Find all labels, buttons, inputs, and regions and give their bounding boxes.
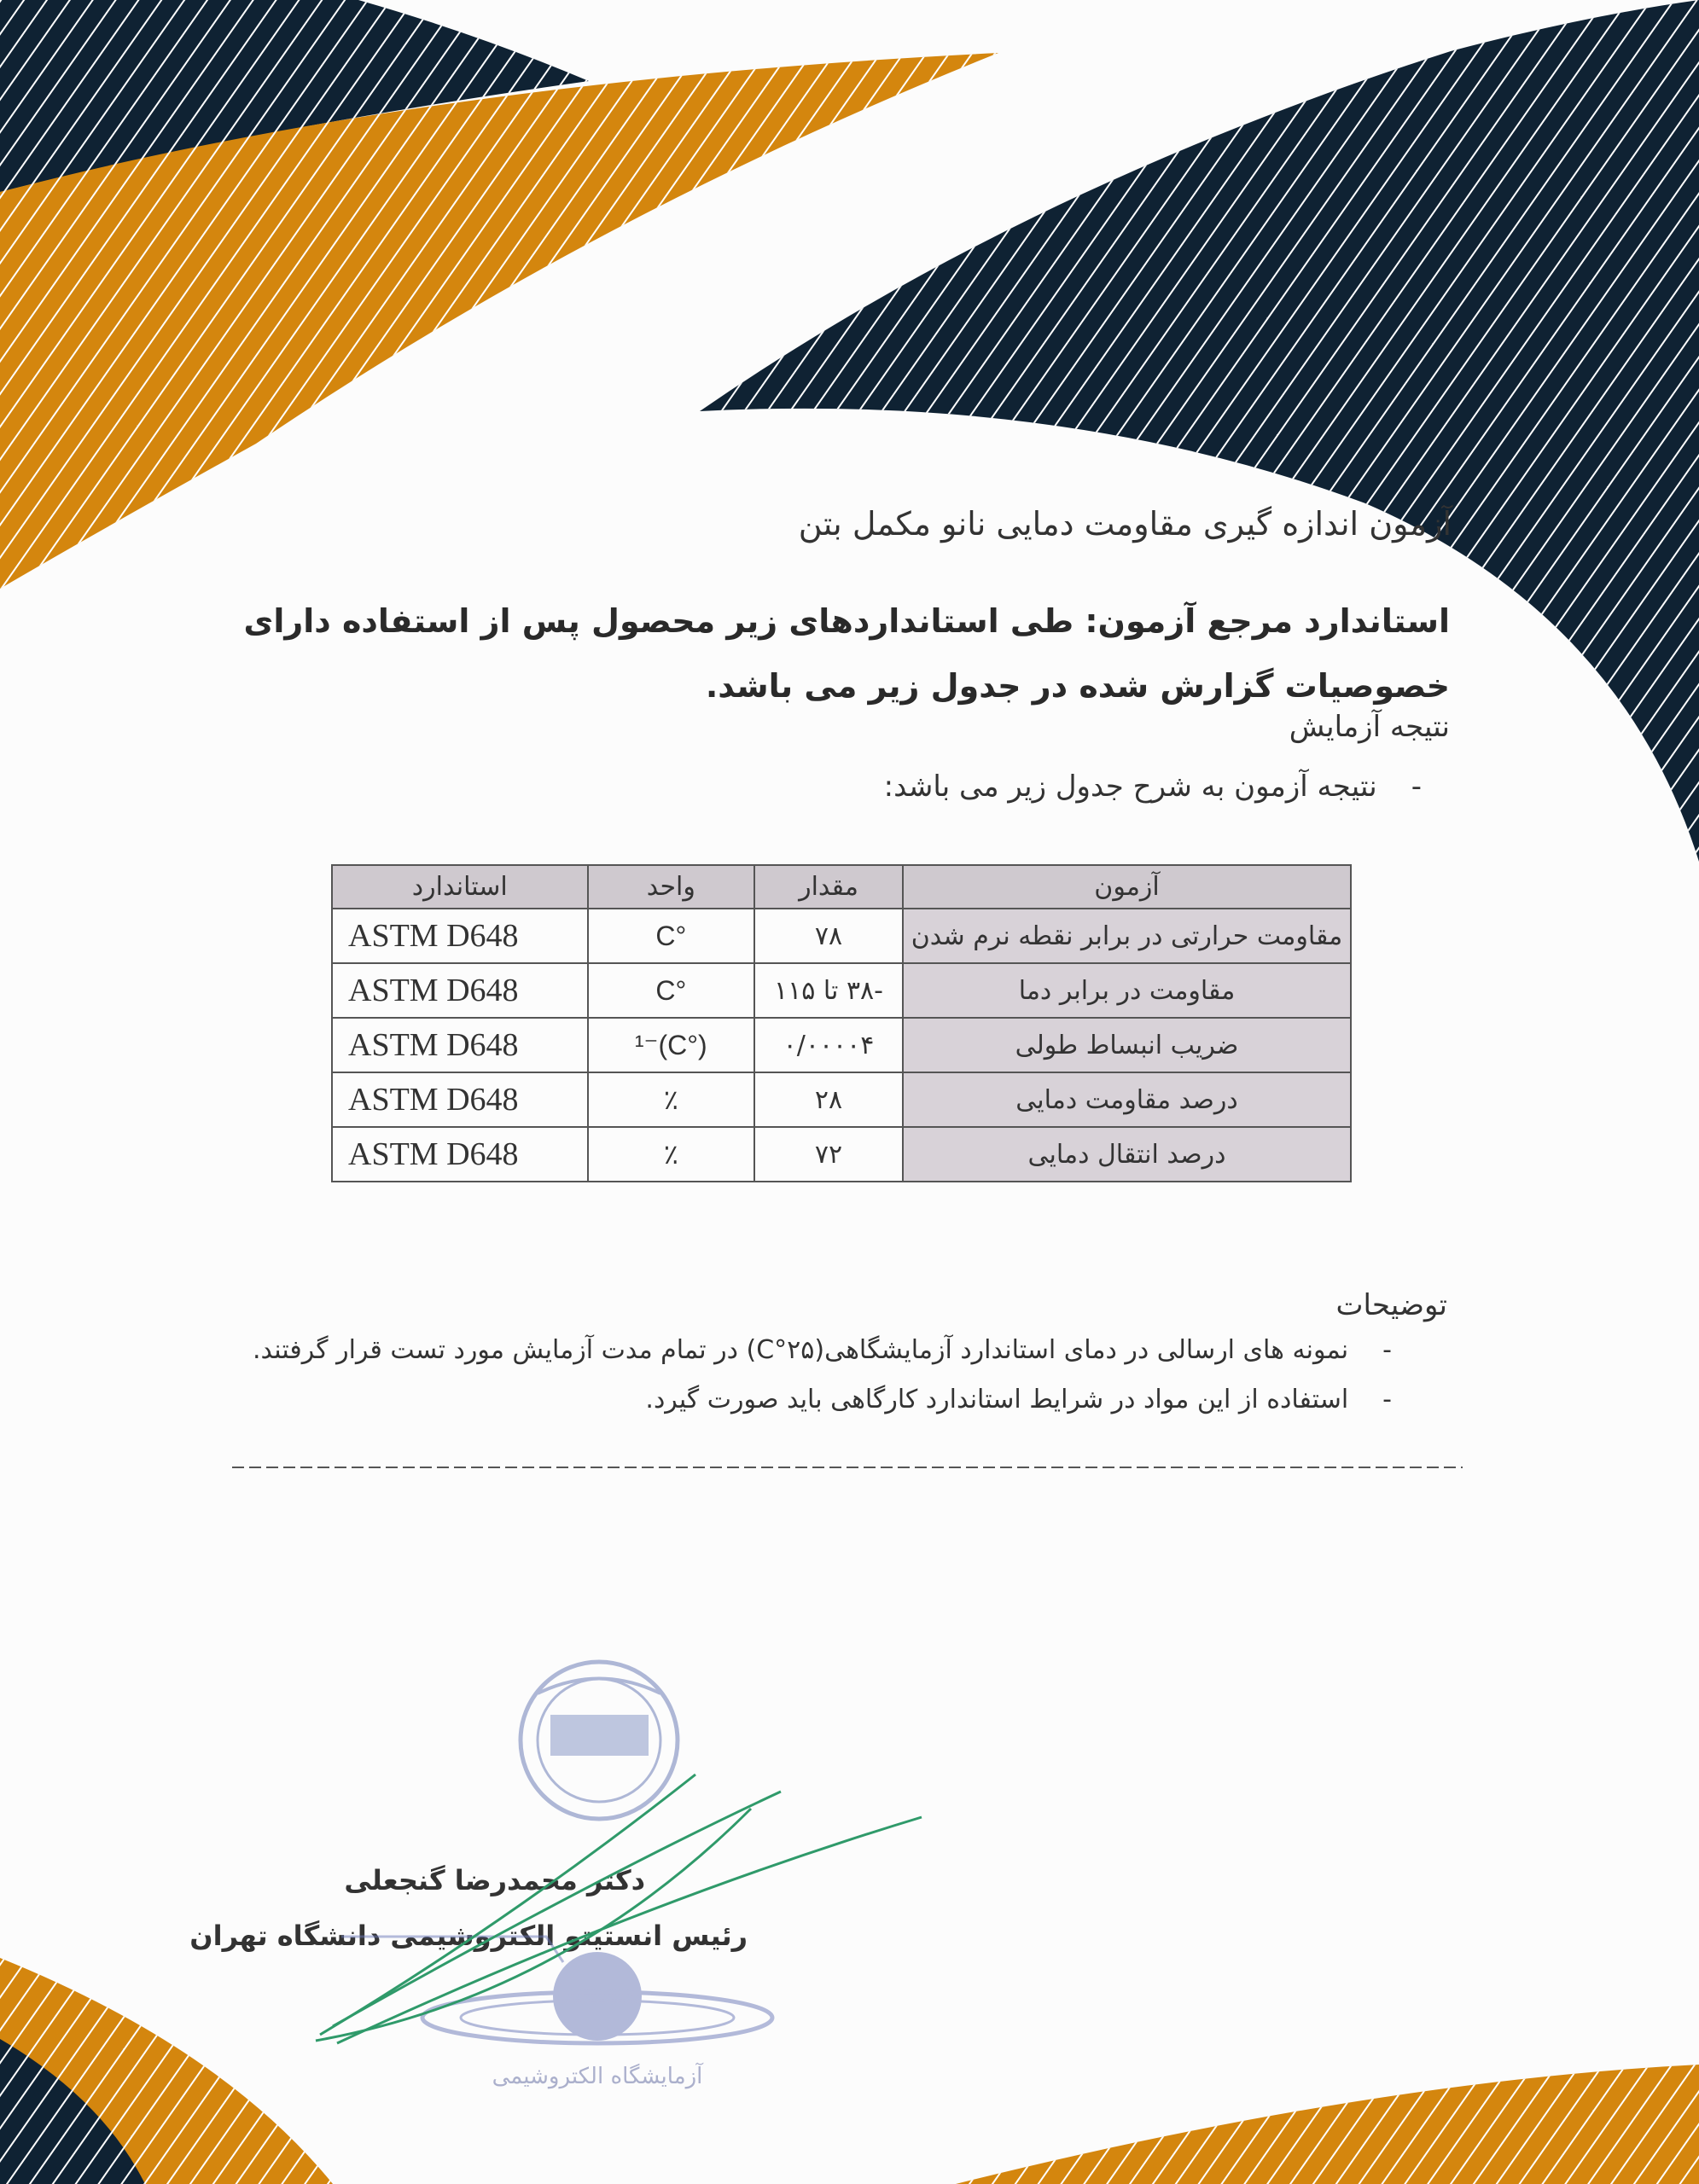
table-row <box>332 963 1351 1018</box>
cell-value: ۷۲ <box>754 1127 903 1182</box>
result-heading: نتیجه آزمایش <box>1289 710 1450 744</box>
table-row <box>332 1072 1351 1127</box>
cell-standard: ASTM D648 <box>332 1127 588 1182</box>
intro-paragraph: استاندارد مرجع آزمون: طی استانداردهای زیر محصول پس از استفاده دارای خصوصیات گزارش شده در جدول زیر می باشد. <box>243 602 1450 705</box>
table-row <box>332 909 1351 963</box>
stamp-text: آزمایشگاه الکتروشیمی <box>492 2064 703 2089</box>
notes-heading: توضیحات <box>1335 1288 1447 1322</box>
cell-unit: °C <box>588 963 754 1018</box>
cell-value: ۰/۰۰۰۰۴ <box>754 1018 903 1072</box>
note-item <box>645 1385 1392 1414</box>
document-title: آزمون اندازه گیری مقاومت دمایی نانو مکمل بتن <box>798 505 1452 543</box>
cell-value: ۲۸ <box>754 1072 903 1127</box>
signer-name: دکتر محمدرضا گنجعلی <box>344 1864 645 1896</box>
cell-unit: (°C)⁻¹ <box>588 1018 754 1072</box>
header-unit: واحد <box>588 865 754 909</box>
cell-test: مقاومت حرارتی در برابر نقطه نرم شدن <box>903 909 1351 963</box>
cell-unit: °C <box>588 909 754 963</box>
signer-title: رئیس انستیتو الکتروشیمی دانشگاه تهران <box>189 1920 748 1952</box>
bullet-dash: - <box>1411 770 1422 804</box>
table-row <box>332 1018 1351 1072</box>
cell-test: درصد انتقال دمایی <box>903 1127 1351 1182</box>
results-table <box>331 864 1352 1182</box>
header-test: آزمون <box>903 865 1351 909</box>
result-intro <box>884 770 1422 804</box>
cell-unit: ٪ <box>588 1127 754 1182</box>
bullet-dash: - <box>1382 1385 1392 1414</box>
table-header-row <box>332 865 1351 909</box>
table-row <box>332 1127 1351 1182</box>
cell-value: -۳۸ تا ۱۱۵ <box>754 963 903 1018</box>
cell-test: ضریب انبساط طولی <box>903 1018 1351 1072</box>
header-standard: استاندارد <box>332 865 588 909</box>
note-item <box>253 1335 1392 1365</box>
result-intro-text: نتیجه آزمون به شرح جدول زیر می باشد: <box>883 770 1377 804</box>
cell-standard: ASTM D648 <box>332 1018 588 1072</box>
cell-unit: ٪ <box>588 1072 754 1127</box>
cell-standard: ASTM D648 <box>332 963 588 1018</box>
cell-standard: ASTM D648 <box>332 909 588 963</box>
bullet-dash: - <box>1382 1335 1392 1365</box>
note-text: نمونه های ارسالی در دمای استاندارد آزمایشگاهی(C°۲۵) در تمام مدت آزمایش مورد تست قرار گرفتند. <box>253 1335 1349 1365</box>
cell-standard: ASTM D648 <box>332 1072 588 1127</box>
note-text: استفاده از این مواد در شرایط استاندارد کارگاهی باید صورت گیرد. <box>645 1385 1349 1414</box>
cell-test: مقاومت در برابر دما <box>903 963 1351 1018</box>
header-value: مقدار <box>754 865 903 909</box>
cell-test: درصد مقاومت دمایی <box>903 1072 1351 1127</box>
cell-value: ۷۸ <box>754 909 903 963</box>
